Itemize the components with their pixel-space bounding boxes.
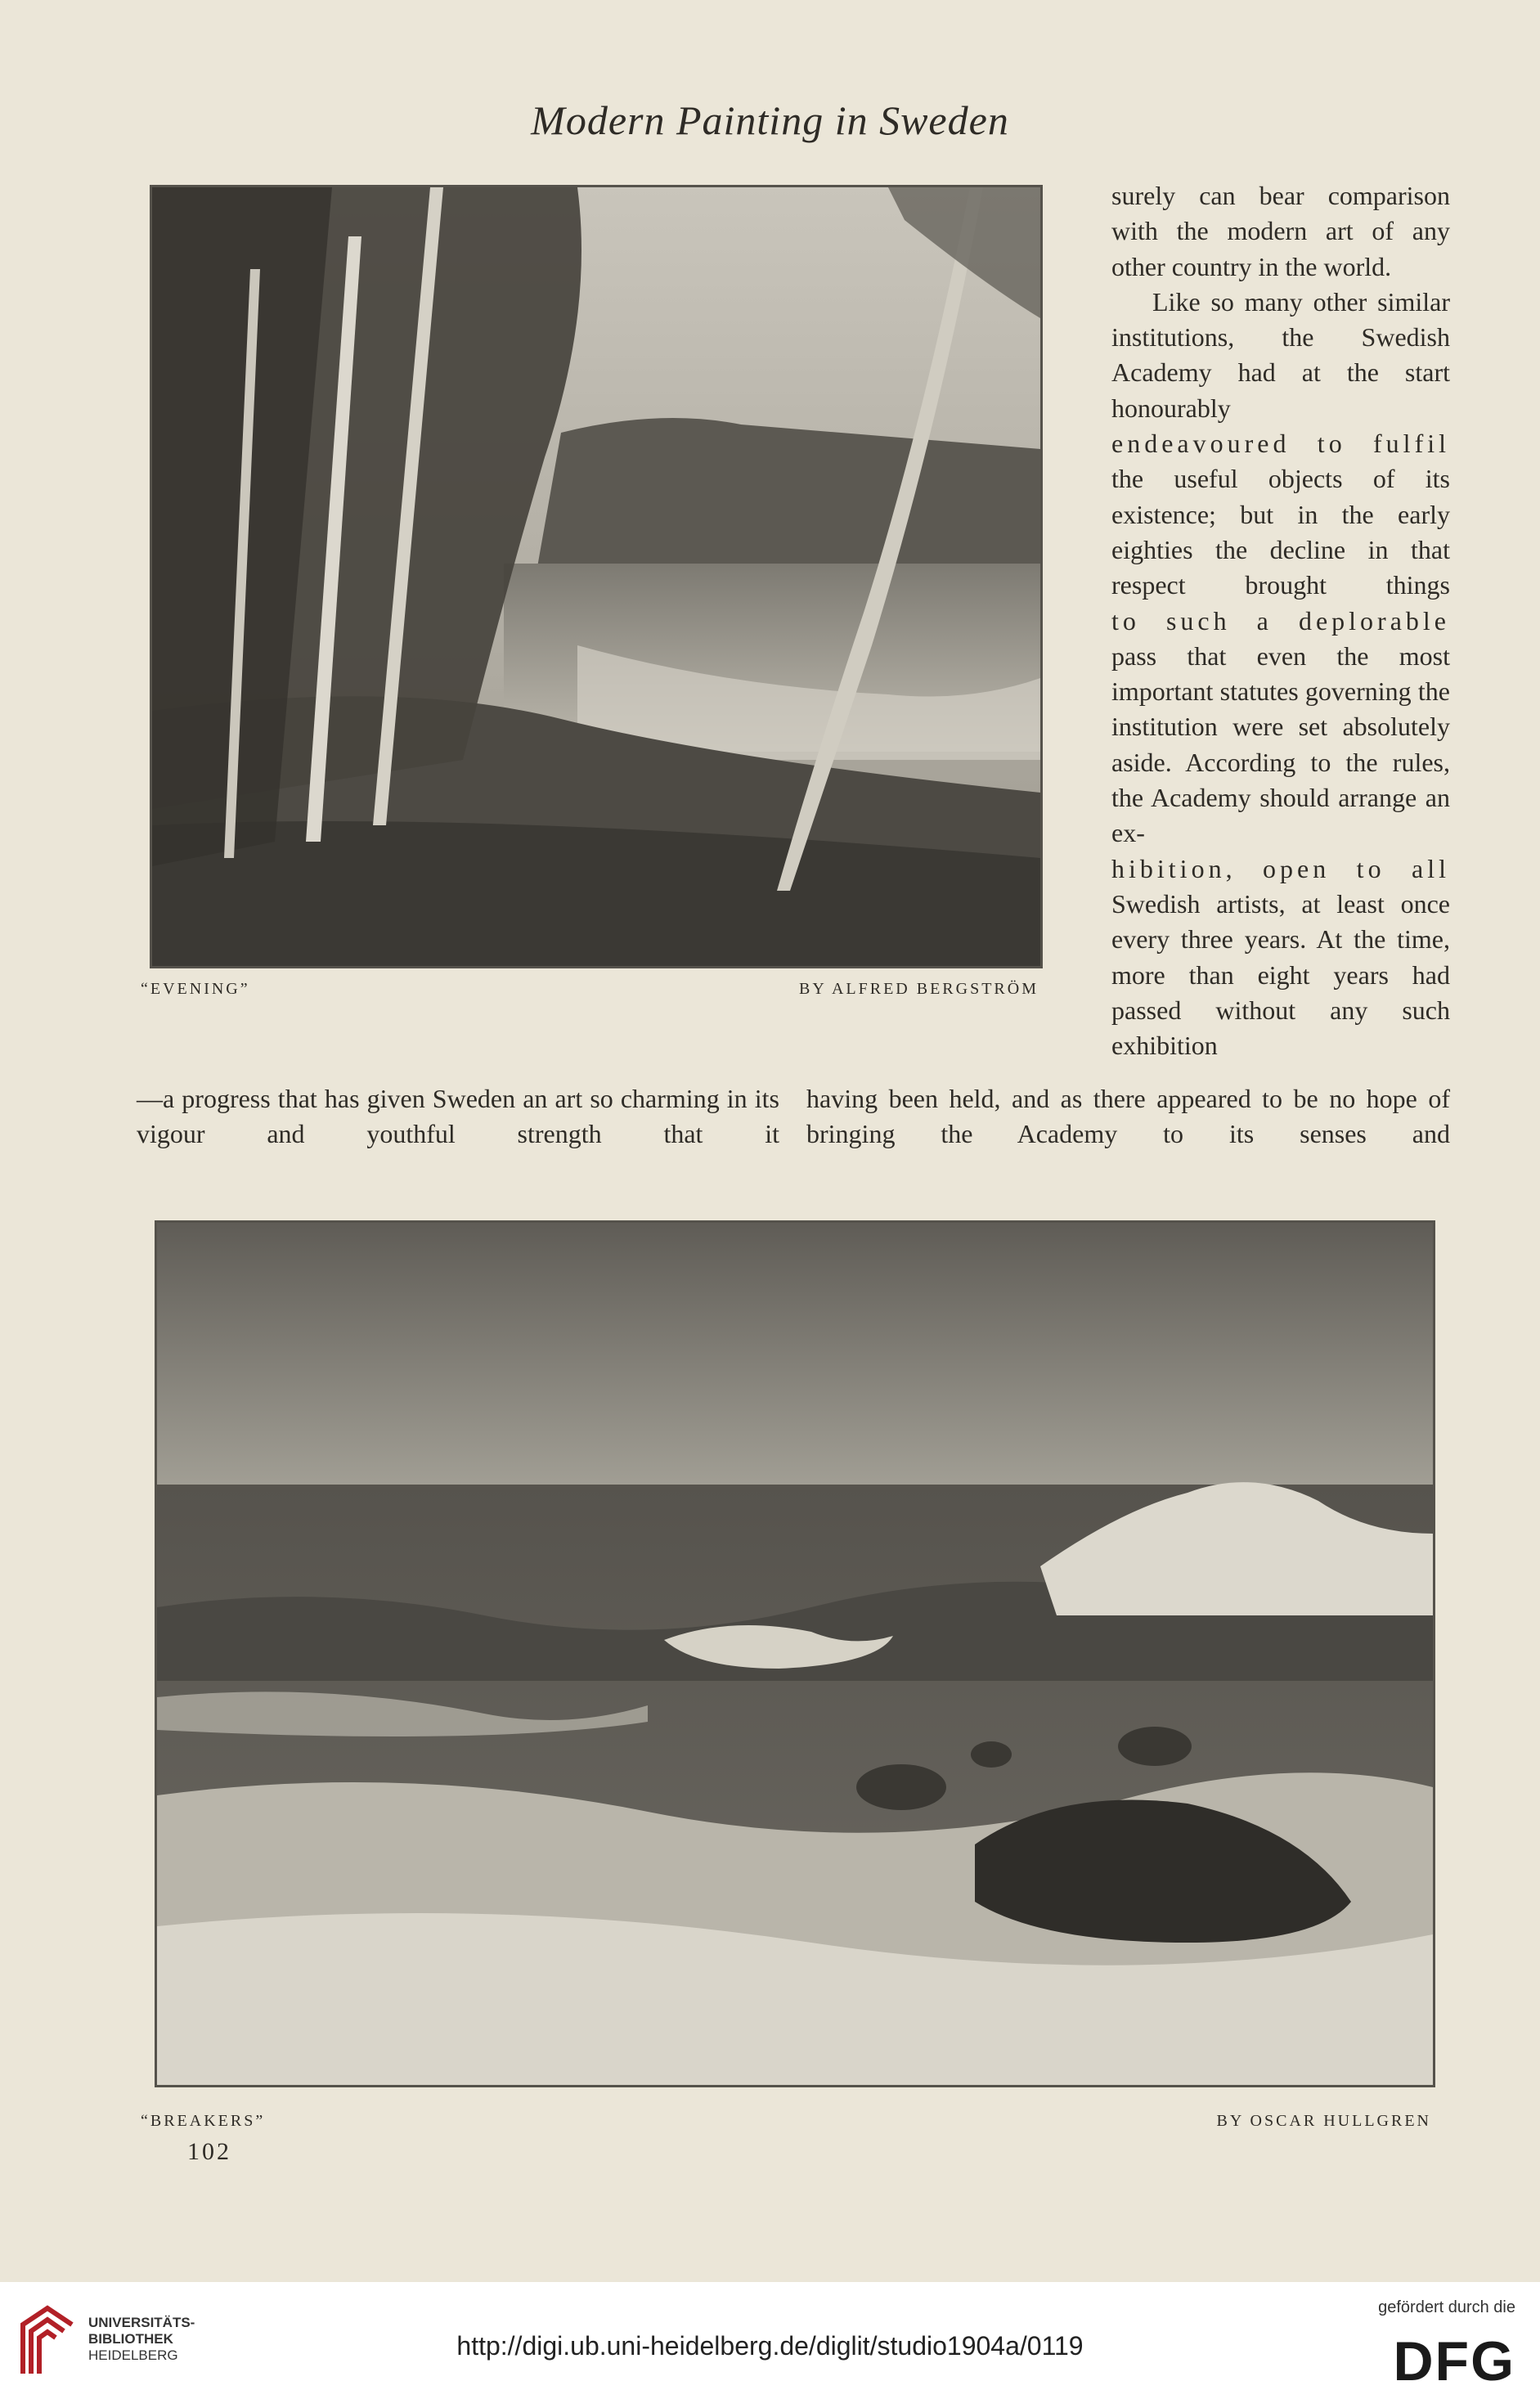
paragraph-2a: Like so many other similar institutions, the Swedish Academy had at the start honourably <box>1111 286 1450 423</box>
right-column-text <box>1111 178 1450 1063</box>
library-name-line3: HEIDELBERG <box>88 2347 178 2363</box>
breakers-seascape-svg <box>157 1223 1433 2085</box>
painting-breakers-image <box>155 1220 1435 2087</box>
caption-evening-title: “EVENING” <box>141 980 250 998</box>
page-number: 102 <box>187 2138 231 2165</box>
source-url-link[interactable]: http://digi.ub.uni-heidelberg.de/diglit/studio1904a/0119 <box>456 2331 1084 2361</box>
painting-evening-image <box>150 185 1043 968</box>
running-header: Modern Painting in Sweden <box>531 97 1009 143</box>
caption-breakers-title: “BREAKERS” <box>141 2112 266 2130</box>
library-name-line2: BIBLIOTHEK <box>88 2331 173 2347</box>
body-text-left <box>137 1081 779 1152</box>
dfg-logo: DFG <box>1393 2330 1515 2392</box>
funded-by-label: gefördert durch die <box>1378 2298 1515 2316</box>
library-name-line1: UNIVERSITÄTS- <box>88 2315 195 2330</box>
paragraph-2d: to such a deplorable <box>1111 605 1450 636</box>
paragraph-2c: the useful objects of its existence; but in the early eighties the decline in that respect brought things <box>1111 464 1450 600</box>
body-left-paragraph: —a progress that has given Sweden an art so charming in its vigour and youthful strength that it <box>137 1084 779 1149</box>
paragraph-2f: hibition, open to all <box>1111 853 1450 883</box>
digitization-footer <box>0 2282 1540 2399</box>
body-text-right <box>806 1081 1450 1152</box>
evening-landscape-svg <box>152 187 1040 966</box>
paragraph-2b: endeavoured to fulfil <box>1111 429 1450 459</box>
body-right-paragraph: having been held, and as there appeared to be no hope of bringing the Academy to its senses and <box>806 1084 1450 1149</box>
caption-breakers-artist: BY OSCAR HULLGREN <box>1216 2112 1431 2130</box>
paragraph-2e: pass that even the most important statutes governing the institution were set absolutely aside. According to the rules, the Academy should arrange an ex- <box>1111 640 1450 848</box>
paragraph-1: surely can bear comparison with the modern art of any other country in the world. <box>1111 181 1450 281</box>
paragraph-2g: Swedish artists, at least once every three years. At the time, more than eight years had passed without any such exhibition <box>1111 888 1450 1061</box>
caption-evening-artist: BY ALFRED BERGSTRÖM <box>799 980 1039 998</box>
